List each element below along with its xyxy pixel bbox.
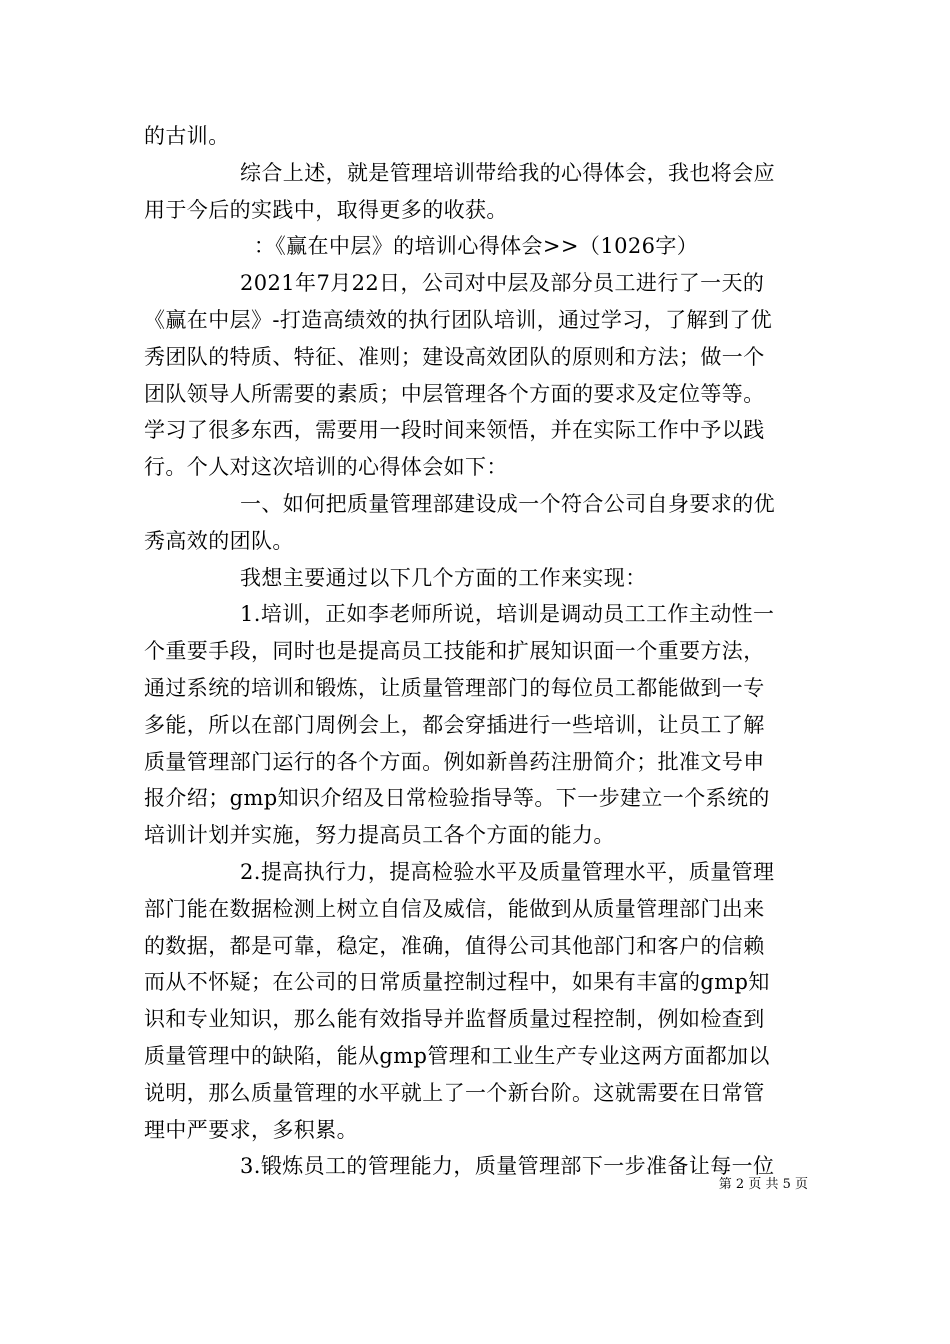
- text-line: 通过系统的培训和锻炼，让质量管理部门的每位员工都能做到一专: [144, 675, 765, 700]
- text-line: 理中严要求，多积累。: [144, 1117, 358, 1142]
- text-line: ：《赢在中层》的培训心得体会>>（1026字）: [253, 234, 699, 259]
- text-line: 说明，那么质量管理的水平就上了一个新台阶。这就需要在日常管: [144, 1080, 765, 1105]
- text-line: 综合上述，就是管理培训带给我的心得体会，我也将会应: [240, 160, 775, 185]
- text-line: 《赢在中层》-打造高绩效的执行团队培训，通过学习，了解到了优: [144, 307, 773, 332]
- text-line: 的古训。: [144, 124, 230, 148]
- text-line: 用于今后的实践中，取得更多的收获。: [144, 197, 508, 222]
- text-line: 行。个人对这次培训的心得体会如下：: [144, 455, 508, 480]
- text-line: 2021年7月22日，公司对中层及部分员工进行了一天的: [240, 271, 765, 296]
- text-line: 的数据，都是可靠，稳定，准确，值得公司其他部门和客户的信赖: [144, 933, 765, 958]
- text-line: 质量管理中的缺陷，能从gmp管理和工业生产专业这两方面都加以: [144, 1043, 770, 1068]
- text-line: 秀团队的特质、特征、准则；建设高效团队的原则和方法；做一个: [144, 344, 765, 369]
- text-line: 个重要手段，同时也是提高员工技能和扩展知识面一个重要方法，: [144, 639, 765, 664]
- text-line: 部门能在数据检测上树立自信及威信，能做到从质量管理部门出来: [144, 896, 765, 921]
- text-line: 识和专业知识，那么能有效指导并监督质量过程控制，例如检查到: [144, 1007, 765, 1032]
- text-line: 而从不怀疑；在公司的日常质量控制过程中，如果有丰富的gmp知: [144, 970, 770, 995]
- text-line: 培训计划并实施，努力提高员工各个方面的能力。: [144, 823, 615, 848]
- text-line: 质量管理部门运行的各个方面。例如新兽药注册简介；批准文号申: [144, 749, 765, 774]
- text-line: 秀高效的团队。: [144, 528, 294, 553]
- text-line: 学习了很多东西，需要用一段时间来领悟，并在实际工作中予以践: [144, 418, 765, 443]
- text-line: 3.锻炼员工的管理能力，质量管理部下一步准备让每一位: [240, 1154, 775, 1179]
- document-body: [144, 118, 808, 1185]
- text-line: 我想主要通过以下几个方面的工作来实现：: [240, 565, 647, 590]
- text-line: 1.培训，正如李老师所说，培训是调动员工工作主动性一: [240, 602, 775, 627]
- text-line: 多能，所以在部门周例会上，都会穿插进行一些培训，让员工了解: [144, 712, 765, 737]
- text-line: 2.提高执行力，提高检验水平及质量管理水平，质量管理: [240, 859, 775, 884]
- text-line: 报介绍；gmp知识介绍及日常检验指导等。下一步建立一个系统的: [144, 786, 770, 811]
- text-line: 团队领导人所需要的素质；中层管理各个方面的要求及定位等等。: [144, 381, 765, 406]
- text-line: 一、如何把质量管理部建设成一个符合公司自身要求的优: [240, 491, 775, 516]
- page-number: 第 2 页 共 5 页: [718, 1177, 808, 1192]
